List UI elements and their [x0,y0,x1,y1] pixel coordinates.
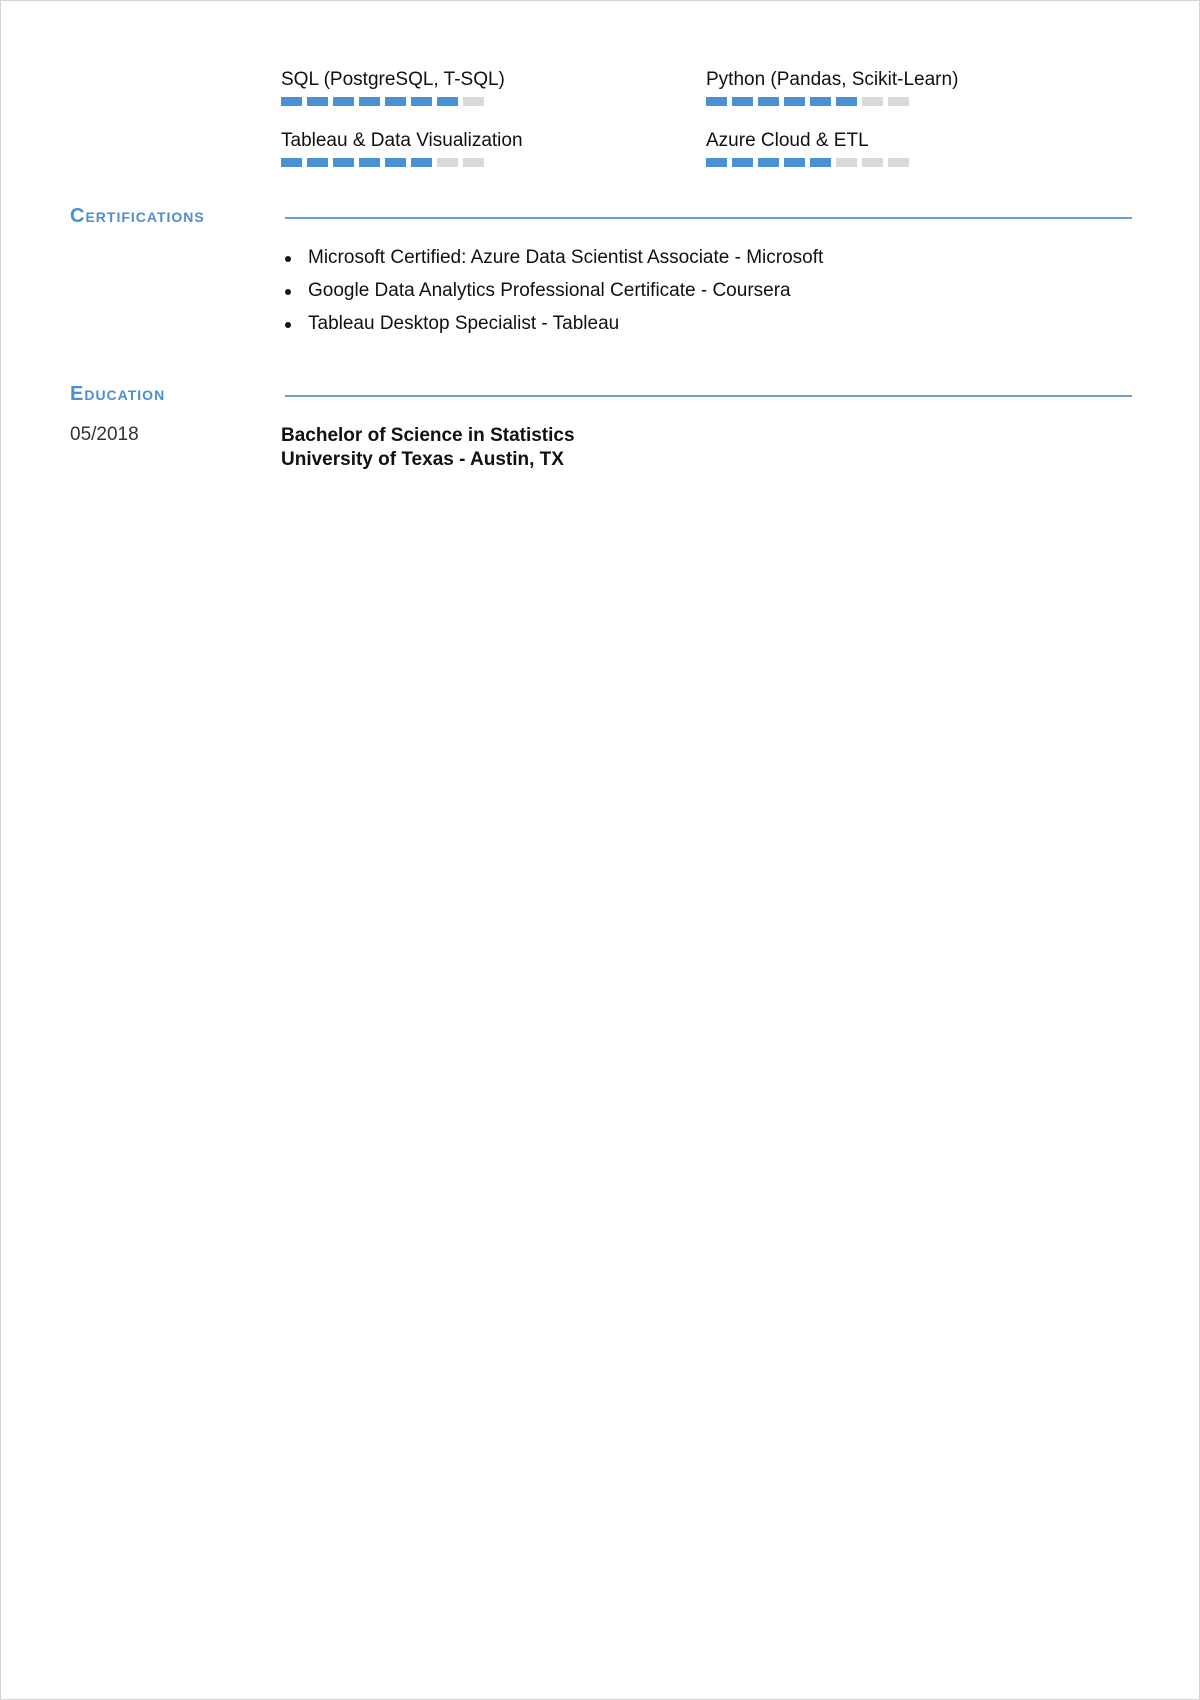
bullet-icon [285,322,291,328]
meter-segment-filled [385,97,406,106]
section-divider [285,395,1132,397]
meter-segment-filled [437,97,458,106]
certifications-header [70,204,1132,228]
meter-segment-filled [784,158,805,167]
meter-segment-filled [281,158,302,167]
bullet-icon [285,289,291,295]
skills-grid [281,69,1121,167]
meter-segment-filled [333,97,354,106]
skill-meter [706,158,1121,167]
meter-segment-empty [862,158,883,167]
meter-segment-filled [411,158,432,167]
skill-item [706,69,1121,106]
meter-segment-filled [281,97,302,106]
meter-segment-empty [888,158,909,167]
education-header [70,382,1132,406]
education-detail [281,424,575,472]
meter-segment-filled [810,158,831,167]
meter-segment-filled [732,97,753,106]
meter-segment-filled [359,97,380,106]
certification-text: Google Data Analytics Professional Certificate - Coursera [308,280,791,301]
skill-meter [706,97,1121,106]
skill-item [281,69,706,106]
meter-segment-filled [333,158,354,167]
meter-segment-filled [758,158,779,167]
section-title: Education [70,383,166,405]
meter-segment-filled [732,158,753,167]
bullet-icon [285,256,291,262]
section-title: Certifications [70,205,205,227]
section-divider [285,217,1132,219]
meter-segment-empty [463,97,484,106]
skill-item [281,130,706,167]
certification-text: Tableau Desktop Specialist - Tableau [308,313,620,334]
meter-segment-filled [706,97,727,106]
list-item [281,247,823,269]
meter-segment-filled [758,97,779,106]
skill-label: Python (Pandas, Scikit-Learn) [706,69,959,90]
meter-segment-filled [359,158,380,167]
school: University of Texas - Austin, TX [281,449,564,470]
education-date: 05/2018 [70,424,139,445]
skill-label: SQL (PostgreSQL, T-SQL) [281,69,505,90]
meter-segment-empty [888,97,909,106]
skill-item [706,130,1121,167]
meter-segment-filled [706,158,727,167]
meter-segment-filled [385,158,406,167]
meter-segment-filled [411,97,432,106]
skill-label: Azure Cloud & ETL [706,130,869,151]
certifications-list [281,247,823,346]
meter-segment-filled [307,158,328,167]
meter-segment-empty [836,158,857,167]
certification-text: Microsoft Certified: Azure Data Scientist Associate - Microsoft [308,247,824,268]
meter-segment-filled [836,97,857,106]
meter-segment-empty [463,158,484,167]
meter-segment-empty [437,158,458,167]
meter-segment-empty [862,97,883,106]
meter-segment-filled [784,97,805,106]
skill-label: Tableau & Data Visualization [281,130,523,151]
meter-segment-filled [810,97,831,106]
list-item [281,313,823,335]
skill-meter [281,158,706,167]
list-item [281,280,823,302]
skill-meter [281,97,706,106]
meter-segment-filled [307,97,328,106]
degree: Bachelor of Science in Statistics [281,425,575,446]
